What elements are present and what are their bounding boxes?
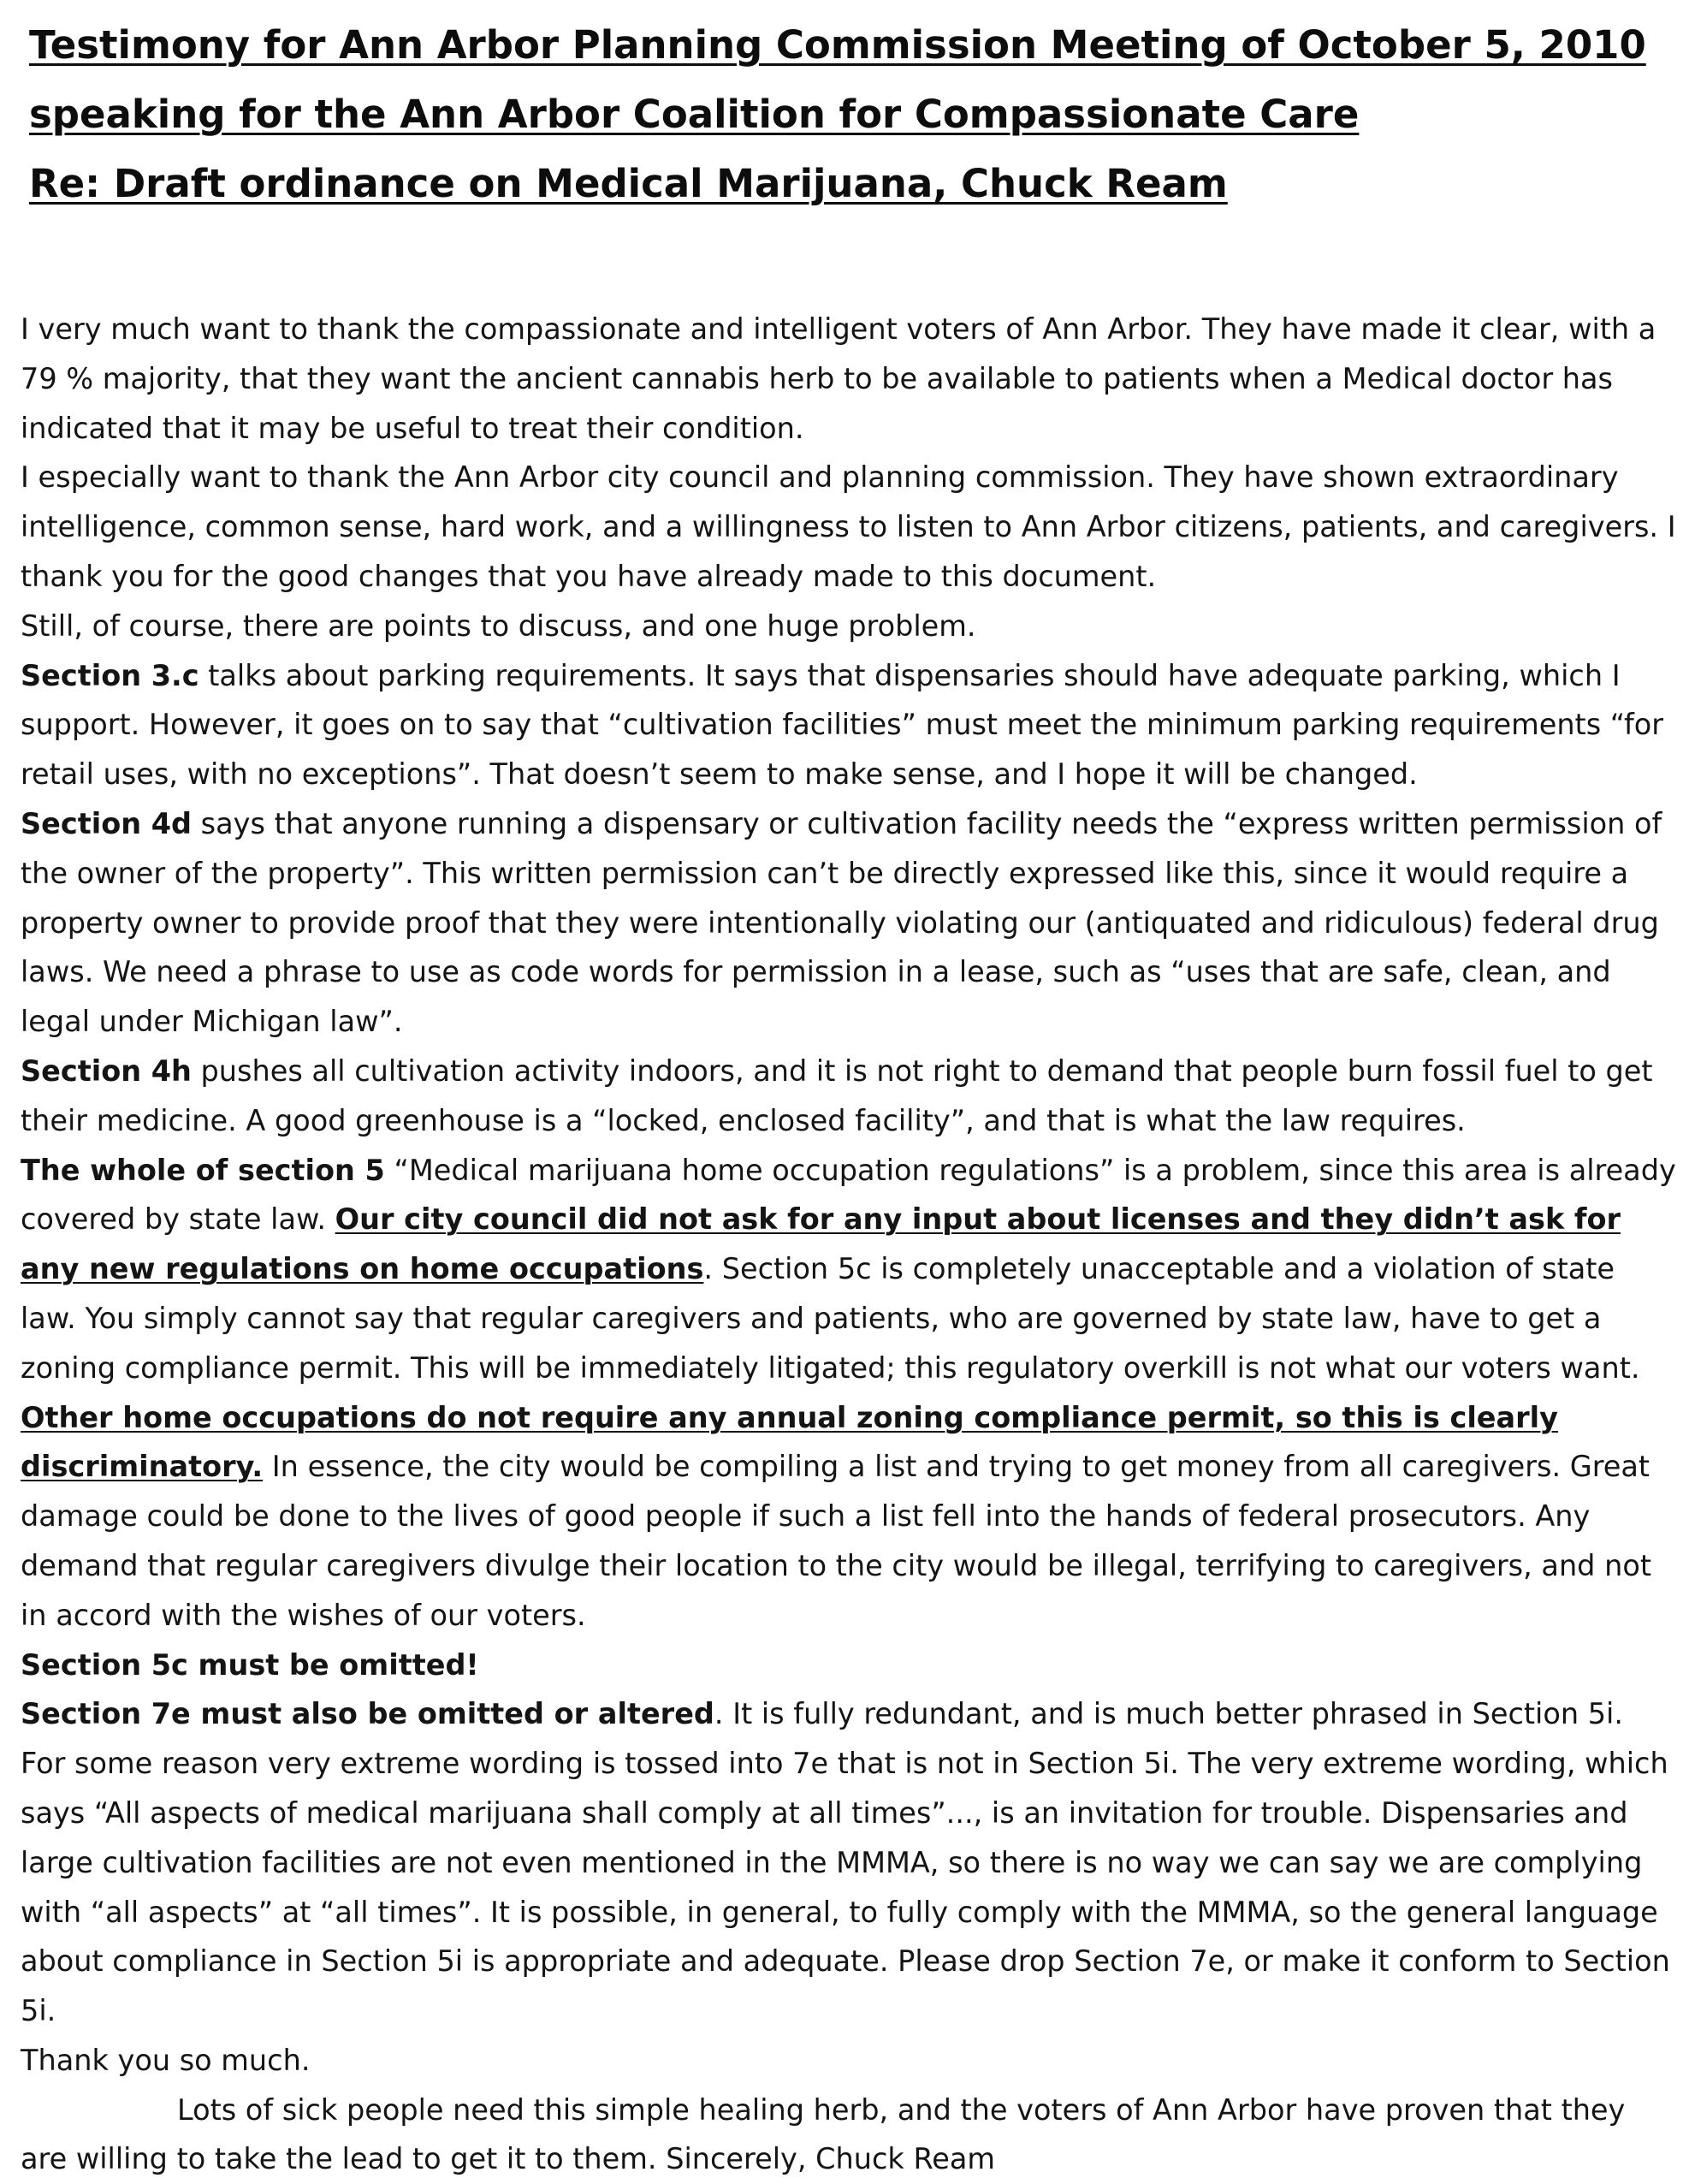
paragraph-points-to-discuss: Still, of course, there are points to discuss, and one huge problem. bbox=[21, 608, 976, 643]
section-label: Section 3.c bbox=[21, 658, 199, 692]
document-body bbox=[21, 305, 1676, 2184]
paragraph-section-7e bbox=[21, 1689, 1676, 2036]
paragraph-text: pushes all cultivation activity indoors, and it is not right to demand that people burn fossil fuel to get their medicine. A good greenhouse is a “locked, enclosed facility”, and that is what the law requires. bbox=[21, 1053, 1653, 1137]
paragraph-section-5 bbox=[21, 1146, 1676, 1641]
section-label: Section 4d bbox=[21, 806, 193, 840]
emphasis-underlined: Our city council did not ask for any input about licenses and they didn’t ask for any new regulations on home occupations bbox=[21, 1202, 1621, 1286]
title-line-3: Re: Draft ordinance on Medical Marijuana, Chuck Ream bbox=[29, 161, 1228, 206]
paragraph-thanks-council: I especially want to thank the Ann Arbor city council and planning commission. They have shown extraordinary intelligence, common sense, hard work, and a willingness to listen to Ann Arbor citizens, patients, and caregivers. I thank you for the good changes that you have already made to this document. bbox=[21, 460, 1676, 593]
paragraph-thank-you: Thank you so much. bbox=[21, 2043, 311, 2077]
section-label: Section 7e must also be omitted or altered bbox=[21, 1697, 714, 1731]
paragraph-text: says that anyone running a dispensary or cultivation facility needs the “express written permission of the owner of the property”. This written permission can’t be directly expressed like this, since it would require a property owner to provide proof that they were intentionally violating our (antiquated and ridiculous) federal drug laws. We need a phrase to use as code words for permission in a lease, such as “uses that are safe, clean, and legal under Michigan law”. bbox=[21, 806, 1662, 1039]
title-line-2: speaking for the Ann Arbor Coalition for Compassionate Care bbox=[29, 92, 1360, 137]
emphasis-underlined: Other home occupations do not require any annual zoning compliance permit, so this is clearly discriminatory. bbox=[21, 1400, 1558, 1484]
paragraph-text: . It is fully redundant, and is much better phrased in Section 5i. For some reason very extreme wording is tossed into 7e that is not in Section 5i. The very extreme wording, which says “All aspects of medical marijuana shall comply at all times”..., is an invitation for trouble. Dispensaries and large cultivation facilities are not even mentioned in the MMMA, so there is no way we can say we are complying with “all aspects” at “all times”. It is possible, in general, to fully comply with the MMMA, so the general language about compliance in Section 5i is appropriate and adequate. Please drop Section 7e, or make it conform to Section 5i. bbox=[21, 1697, 1670, 2028]
paragraph-section-3c bbox=[21, 651, 1676, 799]
paragraph-section-4d bbox=[21, 799, 1676, 1047]
paragraph-section-4h bbox=[21, 1047, 1676, 1146]
title-line-1: Testimony for Ann Arbor Planning Commission Meeting of October 5, 2010 bbox=[29, 22, 1646, 68]
paragraph-thanks-voters: I very much want to thank the compassionate and intelligent voters of Ann Arbor. They have made it clear, with a 79 % majority, that they want the ancient cannabis herb to be available to patients when a Medical doctor has indicated that it may be useful to treat their condition. bbox=[21, 312, 1656, 445]
section-label: The whole of section 5 bbox=[21, 1153, 385, 1187]
section-label: Section 4h bbox=[21, 1053, 192, 1088]
document-title bbox=[29, 10, 1655, 218]
paragraph-text: . Section 5c is completely unacceptable and a violation of state law. You simply cannot say that regular caregivers and patients, who are governed by state law, have to get a zoning compliance permit. This will be immediately litigated; this regulatory overkill is not what our voters want. bbox=[21, 1252, 1640, 1385]
paragraph-text: In essence, the city would be compiling a list and trying to get money from all caregivers. Great damage could be done to the lives of good people if such a list fell into the hands of federal prosecutors. Any demand that regular caregivers divulge their location to the city would be illegal, terrifying to caregivers, and not in accord with the wishes of our voters. bbox=[21, 1450, 1651, 1632]
paragraph-section-5c-omit: Section 5c must be omitted! bbox=[21, 1647, 479, 1682]
paragraph-text: “Medical marijuana home occupation regulations” is a problem, since this area is already covered by state law. bbox=[21, 1153, 1676, 1237]
paragraph-closing-signature: Lots of sick people need this simple healing herb, and the voters of Ann Arbor have proven that they are willing to take the lead to get it to them. Sincerely, Chuck Ream bbox=[21, 2092, 1626, 2176]
paragraph-text: talks about parking requirements. It says that dispensaries should have adequate parking, which I support. However, it goes on to say that “cultivation facilities” must meet the minimum parking requirements “for retail uses, with no exceptions”. That doesn’t seem to make sense, and I hope it will be changed. bbox=[21, 658, 1664, 792]
